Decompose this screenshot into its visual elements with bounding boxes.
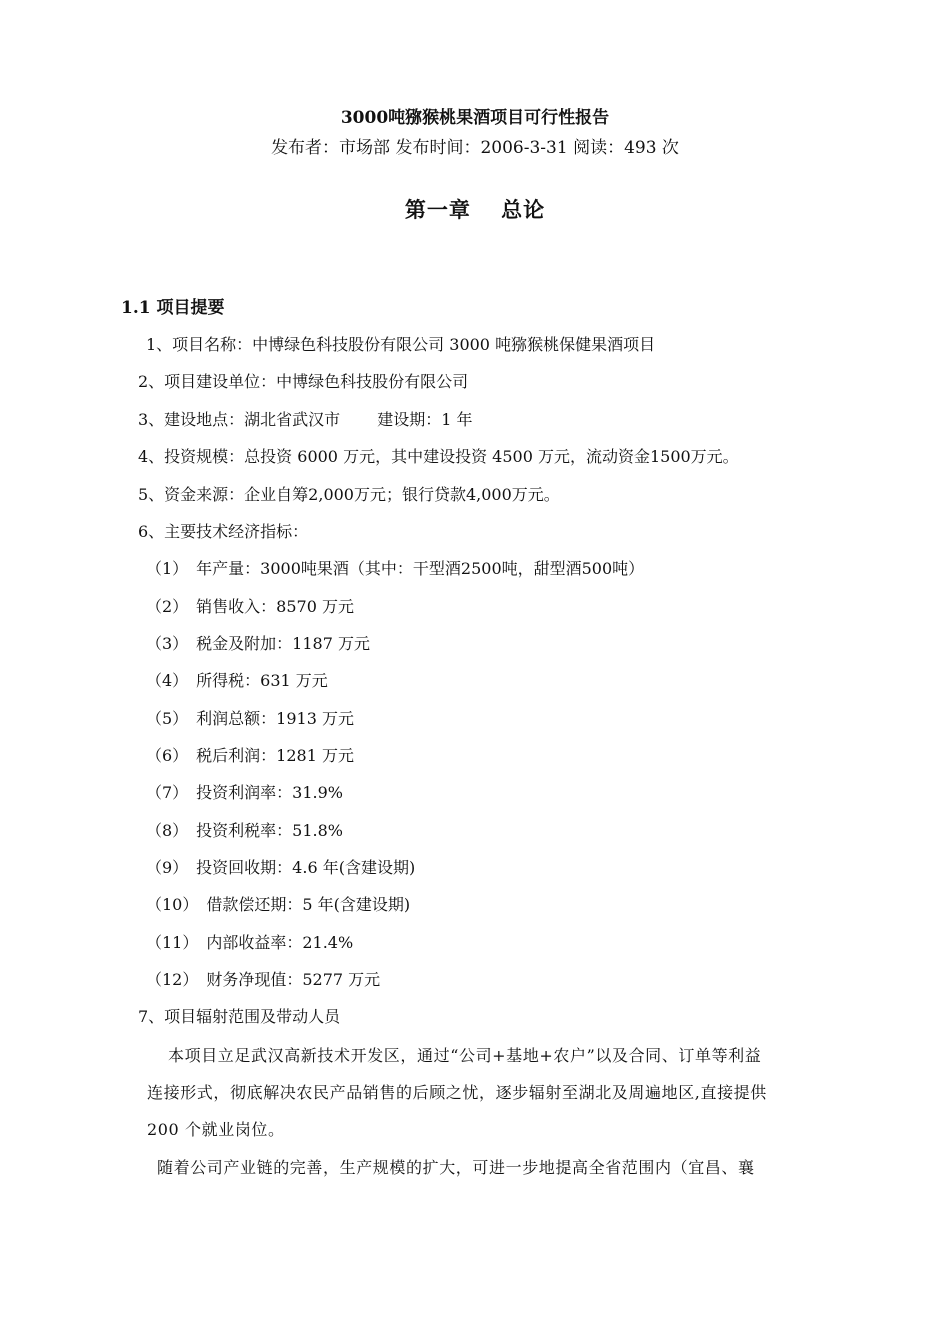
item-key-indicators: 6、主要技术经济指标： <box>138 522 309 541</box>
publish-meta: 发布者：市场部 发布时间：2006-3-31 阅读：493 次 <box>271 138 679 158</box>
indicator-row: （5） 利润总额：1913 万元 <box>146 709 354 728</box>
indicator-row: （8） 投资利税率：51.8% <box>146 821 344 840</box>
indicator-row: （9） 投资回收期：4.6 年(含建设期) <box>146 858 416 877</box>
document-title: 3000吨猕猴桃果酒项目可行性报告 <box>340 108 610 128</box>
item-construction-unit: 2、项目建设单位：中博绿色科技股份有限公司 <box>138 372 469 391</box>
item-investment-scale: 4、投资规模：总投资 6000 万元，其中建设投资 4500 万元，流动资金1500万元。 <box>138 447 739 466</box>
indicator-row: （1） 年产量：3000吨果酒（其中：干型酒2500吨，甜型酒500吨） <box>146 559 645 578</box>
paragraph-line: 随着公司产业链的完善，生产规模的扩大，可进一步地提高全省范围内（宜昌、襄 <box>157 1158 755 1177</box>
indicator-row: （10） 借款偿还期：5 年(含建设期) <box>146 895 411 914</box>
section-heading: 1.1 项目提要 <box>121 298 225 318</box>
paragraph-line: 本项目立足武汉高新技术开发区，通过“公司+基地+农户”以及合同、订单等利益 <box>168 1046 762 1065</box>
indicator-row: （12） 财务净现值：5277 万元 <box>146 970 381 989</box>
paragraph-line: 连接形式，彻底解决农民产品销售的后顾之忧，逐步辐射至湖北及周遍地区,直接提供 <box>147 1083 767 1102</box>
item-radiation-scope: 7、项目辐射范围及带动人员 <box>138 1007 341 1026</box>
chapter-heading: 第一章 总论 <box>404 197 546 222</box>
item-funding-source: 5、资金来源：企业自筹2,000万元；银行贷款4,000万元。 <box>138 485 560 504</box>
item-project-name: 1、项目名称：中博绿色科技股份有限公司 3000 吨猕猴桃保健果酒项目 <box>146 335 656 354</box>
indicator-row: （11） 内部收益率：21.4% <box>146 933 354 952</box>
item-location: 3、建设地点：湖北省武汉市 建设期：1 年 <box>138 410 473 429</box>
indicator-row: （3） 税金及附加：1187 万元 <box>146 634 370 653</box>
indicator-row: （4） 所得税：631 万元 <box>146 671 328 690</box>
paragraph-line: 200 个就业岗位。 <box>147 1120 285 1139</box>
indicator-row: （7） 投资利润率：31.9% <box>146 783 344 802</box>
indicator-row: （2） 销售收入：8570 万元 <box>146 597 354 616</box>
indicator-row: （6） 税后利润：1281 万元 <box>146 746 354 765</box>
